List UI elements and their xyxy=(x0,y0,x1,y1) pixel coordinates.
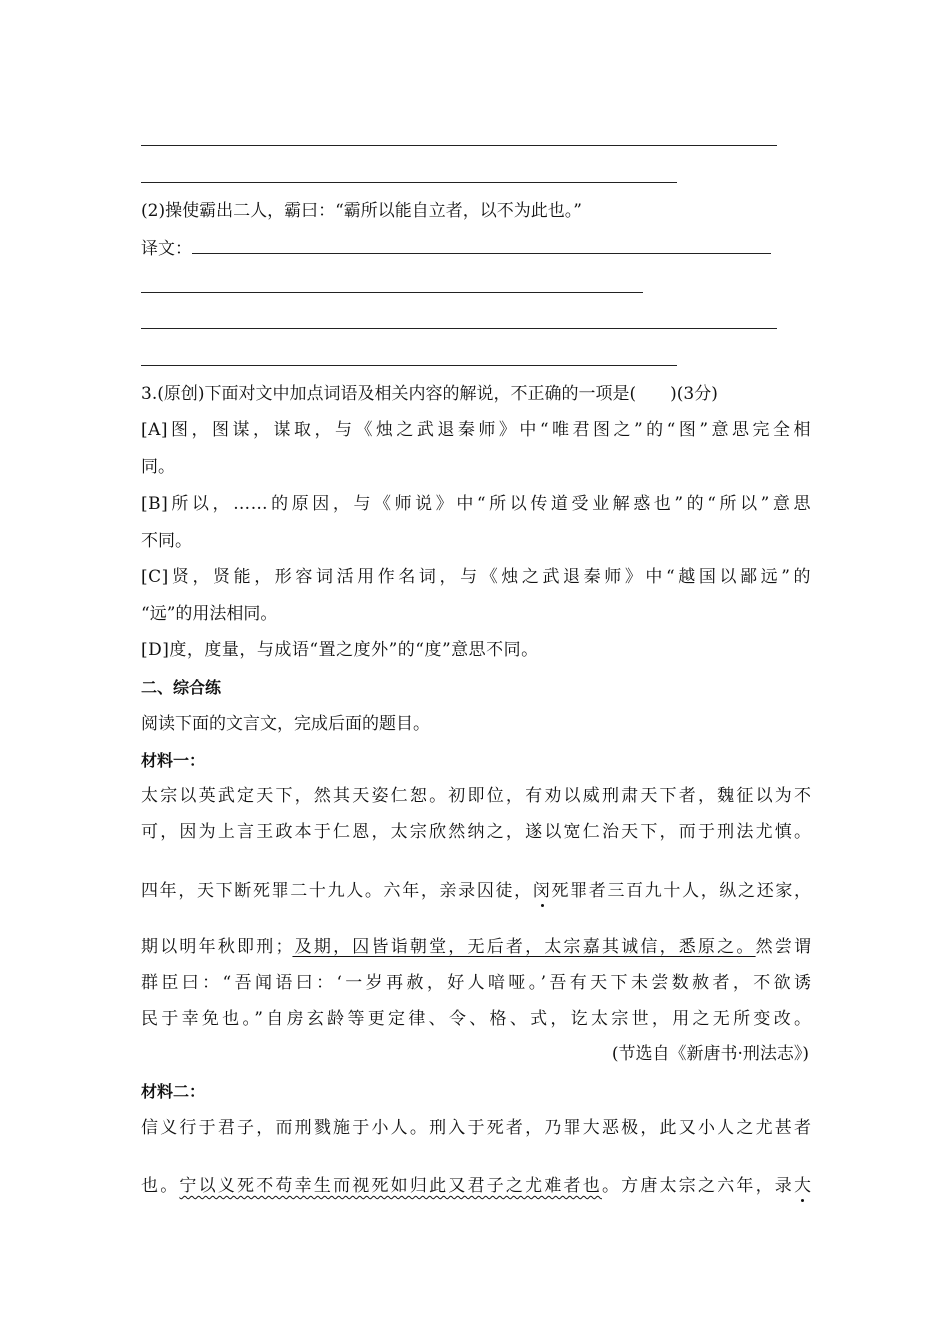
emphasis-dot-word: 闵 xyxy=(532,881,552,901)
material-2-label: 材料二： xyxy=(141,1082,206,1101)
answer-line xyxy=(141,292,643,293)
option-b-line-2: 不同。 xyxy=(141,531,192,551)
material-1-source: (节选自《新唐书·刑法志》) xyxy=(611,1044,809,1064)
section-heading: 二、综合练 xyxy=(141,678,222,697)
option-c-line-1: [C]贤，贤能，形容词活用作名词，与《烛之武退秦师》中“越国以鄙远”的 xyxy=(141,567,811,587)
underlined-sentence: 及期，囚皆诣朝堂，无后者，太宗嘉其诚信，悉原之。 xyxy=(292,937,756,957)
material-1-line-2: 可，因为上言王政本于仁恩，太宗欣然纳之，遂以宽仁治天下，而于刑法尤慎。 xyxy=(141,822,811,842)
translation-answer-line[interactable] xyxy=(192,237,771,254)
translation-row xyxy=(141,237,771,261)
material-1-line-5: 群臣曰：“吾闻语曰：‘一岁再赦，好人喑哑。’吾有天下未尝数赦者，不欲诱 xyxy=(141,973,811,993)
material-1-line-4: 期以明年秋即刑；及期，囚皆诣朝堂，无后者，太宗嘉其诚信，悉原之。然尝谓 xyxy=(141,937,812,957)
emphasis-dot-word: 大 xyxy=(794,1176,812,1196)
question-3-stem: 3.(原创)下面对文中加点词语及相关内容的解说，不正确的一项是( )(3分) xyxy=(141,384,718,404)
material-2-line-2: 也。宁以义死不苟幸生而视死如归此又君子之尤难者也。方唐太宗之六年，录大 xyxy=(141,1176,812,1196)
material-1-line-6: 民于幸免也。”自房玄龄等更定律、令、格、式，讫太宗世，用之无所变改。 xyxy=(141,1009,811,1029)
material-1-line-1: 太宗以英武定天下，然其天姿仁恕。初即位，有劝以威刑肃天下者，魏征以为不 xyxy=(141,786,811,806)
option-d: [D]度，度量，与成语“置之度外”的“度”意思不同。 xyxy=(141,640,539,660)
material-1-line-3: 四年，天下断死罪二十九人。六年，亲录囚徒，闵死罪者三百九十人，纵之还家， xyxy=(141,881,812,901)
material-2-line-1: 信义行于君子，而刑戮施于小人。刑入于死者，乃罪大恶极，此又小人之尤甚者 xyxy=(141,1118,811,1138)
option-a-line-2: 同。 xyxy=(141,457,175,477)
option-b-line-1: [B]所以，……的原因，与《师说》中“所以传道受业解惑也”的“所以”意思 xyxy=(141,494,811,514)
option-a-line-1: [A]图，图谋，谋取，与《烛之武退秦师》中“唯君图之”的“图”意思完全相 xyxy=(141,420,811,440)
translation-label: 译文： xyxy=(141,239,192,259)
answer-line xyxy=(141,145,777,146)
question-2-sentence: (2)操使霸出二人，霸曰：“霸所以能自立者，以不为此也。” xyxy=(141,201,582,221)
answer-line xyxy=(141,182,677,183)
material-1-label: 材料一： xyxy=(141,751,206,770)
answer-line xyxy=(141,328,777,329)
option-c-line-2: “远”的用法相同。 xyxy=(141,604,278,624)
wavy-underlined-sentence: 宁以义死不苟幸生而视死如归此又君子之尤难者也 xyxy=(179,1176,602,1196)
section-instruction: 阅读下面的文言文，完成后面的题目。 xyxy=(141,714,430,734)
answer-line xyxy=(141,365,677,366)
